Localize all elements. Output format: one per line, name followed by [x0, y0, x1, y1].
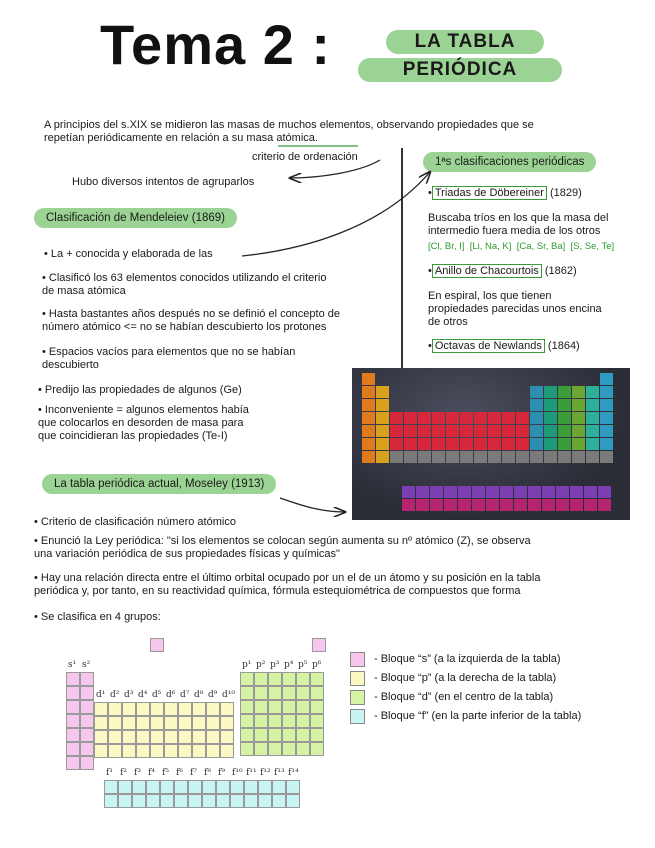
d-block-label: d⁶	[166, 690, 176, 700]
anillo-desc-1: En espiral, los que tienen	[428, 290, 552, 302]
mendeleiev-bullet: • Predijo las propiedades de algunos (Ge)	[38, 384, 242, 396]
intro-line-2: repetían periódicamente en relación a su masa atómica.	[44, 132, 318, 144]
d-block-label: d⁷	[180, 690, 190, 700]
d-block-label: d¹⁰	[222, 690, 235, 700]
legend-text: - Bloque “s” (a la izquierda de la tabla)	[374, 653, 561, 665]
d-block-label: d⁵	[152, 690, 162, 700]
mendeleiev-bullet: • Inconveniente = algunos elementos había	[38, 404, 249, 416]
page-title: Tema 2 :	[100, 13, 332, 76]
criterio-label: criterio de ordenación	[252, 151, 358, 163]
anillo-year: (1862)	[544, 265, 577, 277]
f-block-label: f⁷	[190, 768, 197, 778]
p-block-label: p²	[256, 660, 266, 670]
triadas-name: Triadas de Döbereiner	[432, 186, 547, 200]
f-block-label: f⁴	[148, 768, 155, 778]
primeras-heading: 1ªs clasificaciones periódicas	[423, 152, 596, 172]
moseley-bullet: periódica y, por tanto, en su reactividad química, fórmula estequiométrica de compuestos que forma	[34, 585, 521, 597]
anillo-desc-2: propiedades parecidas unos encina	[428, 303, 602, 315]
octavas-name: Octavas de Newlands	[432, 339, 545, 353]
mendeleiev-bullet: • Hasta bastantes años después no se definió el concepto de	[42, 308, 340, 320]
f-block-label: f³	[134, 768, 141, 778]
mendeleiev-bullet: descubierto	[42, 359, 99, 371]
p-block-label: p⁶	[312, 660, 322, 670]
f-block-label: f¹³	[274, 768, 285, 778]
f-block-label: f⁸	[204, 768, 211, 778]
moseley-bullet: una variación periódica de sus propiedades físicas y químicas"	[34, 548, 340, 560]
moseley-bullet: • Criterio de clasificación número atómico	[34, 516, 236, 528]
d-block-label: d¹	[96, 690, 106, 700]
d-block-label: d⁸	[194, 690, 204, 700]
triadas-desc-2: intermedio fuera media de los otros	[428, 225, 601, 237]
mendeleiev-bullet: • La + conocida y elaborada de las	[44, 248, 213, 260]
mendeleiev-heading: Clasificación de Mendeleiev (1869)	[34, 208, 237, 228]
mendeleiev-bullet: número atómico <= no se habían descubierto los protones	[42, 321, 327, 333]
anillo-name: Anillo de Chacourtois	[432, 264, 542, 278]
legend-text: - Bloque “p” (a la derecha de la tabla)	[374, 672, 557, 684]
p-block-label: p³	[270, 660, 280, 670]
subtitle-pill-1: LA TABLA	[386, 30, 544, 54]
f-block-label: f⁶	[176, 768, 183, 778]
intro-line-1: A principios del s.XIX se midieron las masas de muchos elementos, observando propiedades que se	[44, 119, 534, 131]
d-block-label: d⁴	[138, 690, 148, 700]
mendeleiev-bullet: de masa atómica	[42, 285, 126, 297]
mendeleiev-bullet: • Clasificó los 63 elementos conocidos utilizando el criterio	[42, 272, 327, 284]
f-block-label: f¹⁰	[232, 768, 243, 778]
p-block-label: p¹	[242, 660, 252, 670]
subtitle-pill-2: PERIÓDICA	[358, 58, 562, 82]
f-block-label: f²	[120, 768, 127, 778]
s-block-label: s¹	[68, 660, 77, 670]
d-block-label: d⁹	[208, 690, 218, 700]
anillo-desc-3: de otros	[428, 316, 468, 328]
f-block-label: f¹⁴	[288, 768, 299, 778]
mendeleiev-bullet: • Espacios vacíos para elementos que no se habían	[42, 346, 296, 358]
octavas-year: (1864)	[547, 340, 580, 352]
f-block-label: f¹	[106, 768, 113, 778]
moseley-bullet: • Hay una relación directa entre el último orbital ocupado por un el de un átomo y su posición en la tabla	[34, 572, 541, 584]
s-block-label: s²	[82, 660, 91, 670]
arrow-primeras	[242, 172, 430, 256]
f-block-label: f⁹	[218, 768, 225, 778]
f-block-label: f¹²	[260, 768, 271, 778]
legend-text: - Bloque “f” (en la parte inferior de la tabla)	[374, 710, 582, 722]
mendeleiev-bullet: que coincidieran las propiedades (Te-I)	[38, 430, 228, 442]
p-block-label: p⁵	[298, 660, 308, 670]
moseley-bullet: • Se clasifica en 4 grupos:	[34, 611, 161, 623]
arrow-moseley	[280, 498, 345, 512]
triadas-year: (1829)	[549, 187, 582, 199]
mendeleiev-bullet: que colocarlos en desorden de masa para	[38, 417, 244, 429]
arrow-intentos	[290, 160, 380, 178]
d-block-label: d²	[110, 690, 120, 700]
f-block-label: f¹¹	[246, 768, 257, 778]
legend-text: - Bloque “d” (en el centro de la tabla)	[374, 691, 554, 703]
f-block-label: f⁵	[162, 768, 169, 778]
moseley-heading: La tabla periódica actual, Moseley (1913)	[42, 474, 276, 494]
triadas-examples: [Cl, Br, I] [Li, Na, K] [Ca, Sr, Ba] [S, Se, Te]	[428, 241, 615, 252]
p-block-label: p⁴	[284, 660, 294, 670]
triadas-desc-1: Buscaba tríos en los que la masa del	[428, 212, 609, 224]
anillo-row: • Anillo de Chacourtois (1862)	[428, 265, 577, 277]
d-block-label: d³	[124, 690, 134, 700]
moseley-bullet: • Enunció la Ley periódica: "si los elementos se colocan según aumenta su nº atómico (Z), se observa	[34, 535, 531, 547]
octavas-row: • Octavas de Newlands (1864)	[428, 340, 580, 352]
triadas-row: • Triadas de Döbereiner (1829)	[428, 187, 582, 199]
intentos-label: Hubo diversos intentos de agruparlos	[72, 176, 255, 188]
